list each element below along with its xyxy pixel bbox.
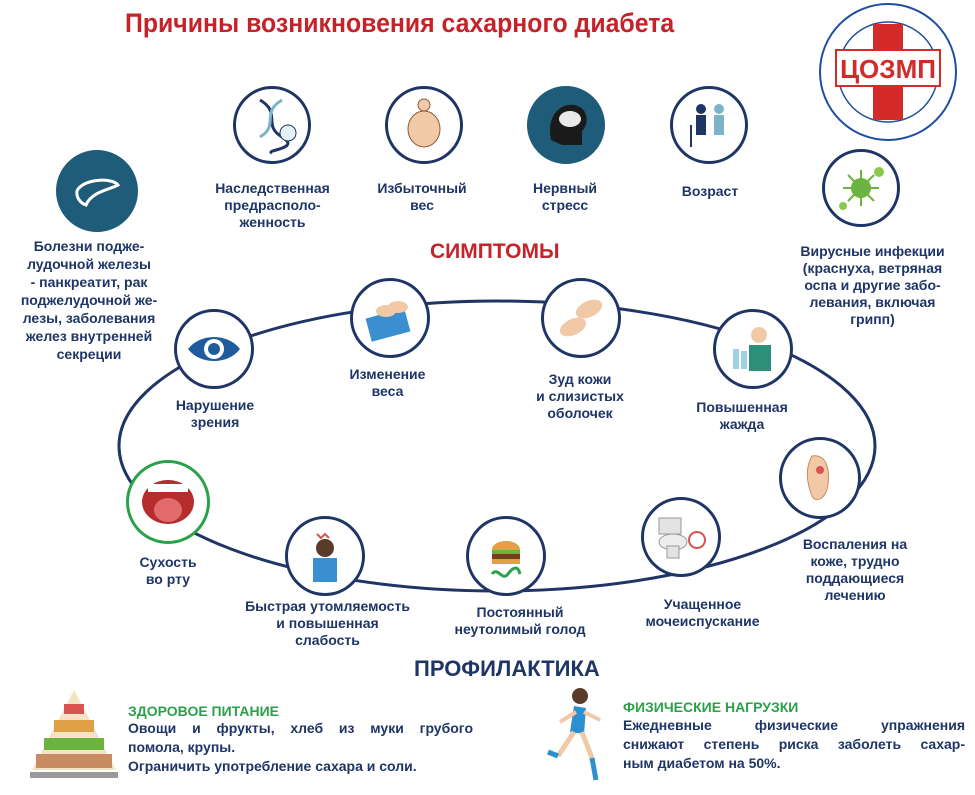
scale-feet-icon xyxy=(350,278,430,358)
symptom-itch: Зуд кожи и слизистых оболочек xyxy=(536,371,624,421)
burger-icon xyxy=(466,516,546,596)
cause-viral: Вирусные инфекции (краснуха, ветряная оспа и другие забо- левания, включая грипп) xyxy=(800,243,945,327)
itching-hands-icon xyxy=(541,278,621,358)
symptom-hunger: Постоянный неутолимый голод xyxy=(454,604,586,637)
symptom-weight: Изменение веса xyxy=(349,366,426,399)
cause-pancreas: Болезни подже- лудочной железы - панкреатит, рак поджелудочной же- лезы, заболевания желез внутренней секреции xyxy=(20,238,158,362)
symptom-inflammation: Воспаления на коже, трудно поддающиеся лечению xyxy=(802,536,908,603)
symptom-vision: Нарушение зрения xyxy=(175,397,255,430)
food-line-1: Овощи и фрукты, хлеб из муки грубого xyxy=(128,720,473,736)
cause-heredity: Наследственная предрасполо- женность xyxy=(215,180,330,230)
prevention-title: ПРОФИЛАКТИКА xyxy=(414,656,600,681)
foot-icon xyxy=(779,437,861,519)
sport-line-2: снижают степень риска заболеть сахар- xyxy=(623,736,965,752)
symptom-thirst: Повышенная жажда xyxy=(696,399,788,432)
page-title: Причины возникновения сахарного диабета xyxy=(125,8,675,38)
runner-icon xyxy=(540,686,610,784)
cause-stress: Нервный стресс xyxy=(532,180,598,213)
logo-text: ЦОЗМП xyxy=(840,54,936,84)
tired-person-icon xyxy=(285,516,365,596)
eye-icon xyxy=(174,309,254,389)
cause-overweight: Избыточный вес xyxy=(377,180,467,213)
symptom-urination: Учащенное мочеиспускание xyxy=(645,596,760,629)
toilet-icon xyxy=(641,497,721,577)
mouth-tongue-icon xyxy=(126,460,210,544)
sport-line-1: Ежедневные физические упражнения xyxy=(623,717,965,733)
drinking-person-icon xyxy=(713,309,793,389)
symptoms-title: СИМПТОМЫ xyxy=(430,240,560,263)
food-line-3: Ограничить употребление сахара и соли. xyxy=(128,758,417,774)
sport-title: ФИЗИЧЕСКИЕ НАГРУЗКИ xyxy=(623,699,799,715)
food-line-2: помола, крупы. xyxy=(128,739,236,755)
sport-line-3: ным диабетом на 50%. xyxy=(623,755,781,771)
food-title: ЗДОРОВОЕ ПИТАНИЕ xyxy=(128,703,279,719)
symptom-fatigue: Быстрая утомляемость и повышенная слабость xyxy=(245,598,410,648)
cause-age: Возраст xyxy=(681,183,739,199)
food-pyramid-icon xyxy=(30,688,118,780)
symptom-dry-mouth: Сухость во рту xyxy=(139,554,197,587)
